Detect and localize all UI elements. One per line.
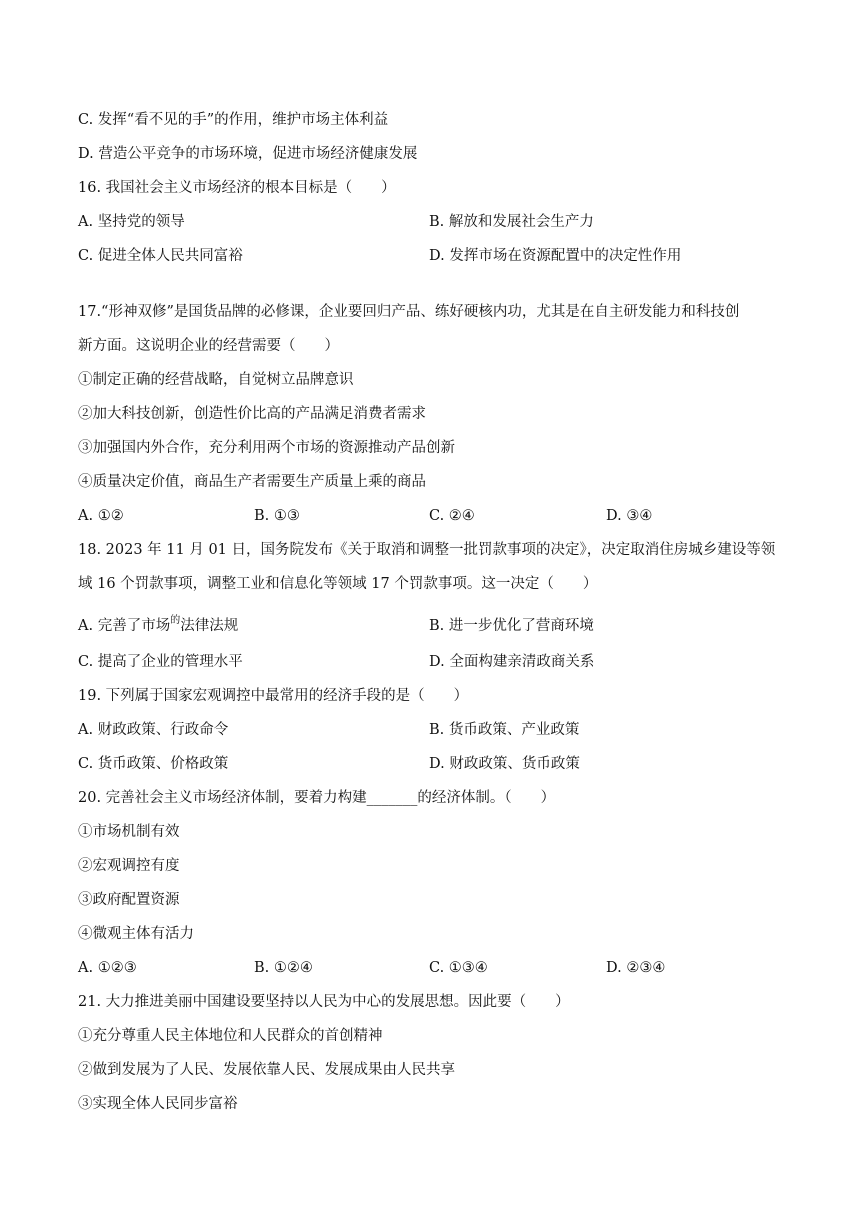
q18-option-b: B. 进一步优化了营商环境 bbox=[429, 618, 594, 634]
q16-option-a: A. 坚持党的领导 bbox=[78, 214, 185, 230]
q19-option-b: B. 货币政策、产业政策 bbox=[429, 722, 580, 738]
q15-option-d: D. 营造公平竞争的市场环境，促进市场经济健康发展 bbox=[78, 146, 418, 162]
q19-option-c: C. 货币政策、价格政策 bbox=[78, 756, 229, 772]
q18-stem-line1: 18. 2023 年 11 月 01 日，国务院发布《关于取消和调整一批罚款事项的决定》，决定取消住房城乡建设等领 bbox=[78, 542, 776, 558]
q17-statement-3: ③加强国内外合作，充分利用两个市场的资源推动产品创新 bbox=[78, 440, 455, 456]
q20-statement-2: ②宏观调控有度 bbox=[78, 858, 180, 874]
q18-option-a-superscript: 的 bbox=[170, 615, 181, 626]
q18-option-a-text-pre: A. 完善了市场 bbox=[78, 618, 171, 634]
q16-stem: 16. 我国社会主义市场经济的根本目标是（ ） bbox=[78, 180, 396, 196]
q18-stem-line2: 域 16 个罚款事项，调整工业和信息化等领域 17 个罚款事项。这一决定（ ） bbox=[78, 576, 598, 592]
q20-option-b: B. ①②④ bbox=[254, 960, 313, 976]
q17-option-b: B. ①③ bbox=[254, 508, 300, 524]
q19-option-a: A. 财政政策、行政命令 bbox=[78, 722, 229, 738]
q17-stem-line1: 17.“形神双修”是国货品牌的必修课，企业要回归产品、练好硬核内功，尤其是在自主研发能力和科技创 bbox=[78, 304, 740, 320]
q17-statement-4: ④质量决定价值，商品生产者需要生产质量上乘的商品 bbox=[78, 474, 426, 490]
q18-option-a bbox=[78, 616, 238, 638]
q20-statement-3: ③政府配置资源 bbox=[78, 892, 180, 908]
q19-option-d: D. 财政政策、货币政策 bbox=[429, 756, 580, 772]
q17-option-c: C. ②④ bbox=[429, 508, 475, 524]
q20-option-d: D. ②③④ bbox=[606, 960, 666, 976]
q21-statement-1: ①充分尊重人民主体地位和人民群众的首创精神 bbox=[78, 1028, 383, 1044]
q16-option-d: D. 发挥市场在资源配置中的决定性作用 bbox=[429, 248, 682, 264]
q21-statement-2: ②做到发展为了人民、发展依靠人民、发展成果由人民共享 bbox=[78, 1062, 455, 1078]
q20-statement-4: ④微观主体有活力 bbox=[78, 926, 194, 942]
q20-option-c: C. ①③④ bbox=[429, 960, 488, 976]
q19-stem: 19. 下列属于国家宏观调控中最常用的经济手段的是（ ） bbox=[78, 688, 469, 704]
q20-statement-1: ①市场机制有效 bbox=[78, 824, 180, 840]
q17-option-a: A. ①② bbox=[78, 508, 124, 524]
q17-statement-1: ①制定正确的经营战略，自觉树立品牌意识 bbox=[78, 372, 354, 388]
q20-stem: 20. 完善社会主义市场经济体制，要着力构建_______的经济体制。（ ） bbox=[78, 790, 556, 806]
q17-stem-line2: 新方面。这说明企业的经营需要（ ） bbox=[78, 338, 339, 354]
q15-option-c: C. 发挥“看不见的手”的作用，维护市场主体利益 bbox=[78, 112, 389, 128]
q18-option-d: D. 全面构建亲清政商关系 bbox=[429, 654, 595, 670]
q21-statement-3: ③实现全体人民同步富裕 bbox=[78, 1096, 238, 1112]
q21-stem: 21. 大力推进美丽中国建设要坚持以人民为中心的发展思想。因此要（ ） bbox=[78, 994, 570, 1010]
q20-option-a: A. ①②③ bbox=[78, 960, 137, 976]
q16-option-b: B. 解放和发展社会生产力 bbox=[429, 214, 594, 230]
q17-statement-2: ②加大科技创新，创造性价比高的产品满足消费者需求 bbox=[78, 406, 426, 422]
q16-option-c: C. 促进全体人民共同富裕 bbox=[78, 248, 243, 264]
q18-option-c: C. 提高了企业的管理水平 bbox=[78, 654, 243, 670]
q17-option-d: D. ③④ bbox=[606, 508, 653, 524]
q18-option-a-text-post: 法律法规 bbox=[180, 618, 239, 634]
